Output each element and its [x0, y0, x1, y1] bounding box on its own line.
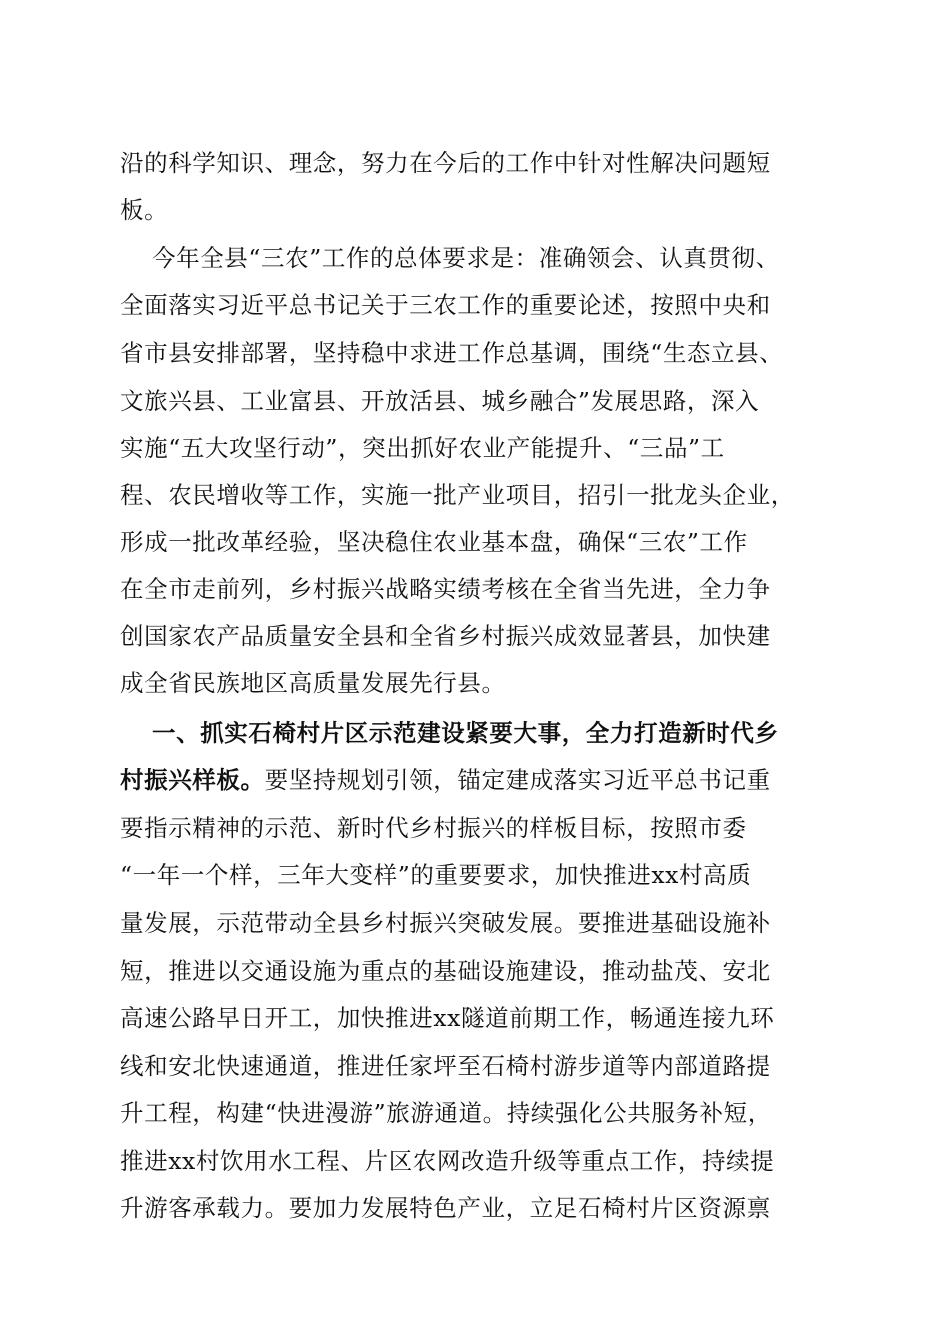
paragraph-line: 升游客承载力。要加力发展特色产业，立足石椅村片区资源禀	[120, 1194, 771, 1222]
section-body-start: 要坚持规划引领，锚定建成落实习近平总书记重	[264, 766, 771, 794]
paragraph-line: 短，推进以交通设施为重点的基础设施建设，推动盐茂、安北	[120, 957, 771, 985]
paragraph-line: 高速公路早日开工，加快推进xx隧道前期工作，畅通连接九环	[120, 1004, 775, 1032]
paragraph-line: 文旅兴县、工业富县、开放活县、城乡融合”发展思路，深入	[120, 387, 760, 415]
paragraph-line: 今年全县“三农”工作的总体要求是：准确领会、认真贯彻、	[152, 244, 780, 272]
paragraph-line: 创国家农产品质量安全县和全省乡村振兴成效显著县，加快建	[120, 622, 771, 650]
paragraph-line	[120, 760, 771, 800]
paragraph-line: 省市县安排部署，坚持稳中求进工作总基调，围绕“生态立县、	[120, 339, 784, 367]
paragraph-line: “一年一个样，三年大变样”的重要要求，加快推进xx村高质	[120, 861, 752, 889]
paragraph-line: 形成一批改革经验，坚决稳住农业基本盘，确保“三农”工作	[120, 528, 748, 556]
paragraph-line: 程、农民增收等工作，实施一批产业项目，招引一批龙头企业，	[120, 481, 795, 509]
section-heading-tail: 村振兴样板。	[120, 766, 265, 794]
paragraph-line: 升工程，构建“快进漫游”旅游通道。持续强化公共服务补短，	[120, 1099, 772, 1127]
paragraph-line: 要指示精神的示范、新时代乡村振兴的样板目标，按照市委	[120, 814, 747, 842]
paragraph-line: 板。	[120, 196, 169, 224]
section-heading-line: 一、抓实石椅村片区示范建设紧要大事，全力打造新时代乡	[152, 719, 779, 747]
paragraph-line: 成全省民族地区高质量发展先行县。	[120, 669, 506, 697]
paragraph-line: 在全市走前列，乡村振兴战略实绩考核在全省当先进，全力争	[120, 575, 771, 603]
paragraph-line: 量发展，示范带动全县乡村振兴突破发展。要推进基础设施补	[120, 909, 771, 937]
paragraph-line: 线和安北快速通道，推进任家坪至石椅村游步道等内部道路提	[120, 1052, 771, 1080]
paragraph-line: 推进xx村饮用水工程、片区农网改造升级等重点工作，持续提	[120, 1147, 775, 1175]
paragraph-line: 实施“五大攻坚行动”，突出抓好农业产能提升、“三品”工	[120, 434, 725, 462]
paragraph-line: 沿的科学知识、理念，努力在今后的工作中针对性解决问题短	[120, 149, 771, 177]
paragraph-line: 全面落实习近平总书记关于三农工作的重要论述，按照中央和	[120, 291, 771, 319]
